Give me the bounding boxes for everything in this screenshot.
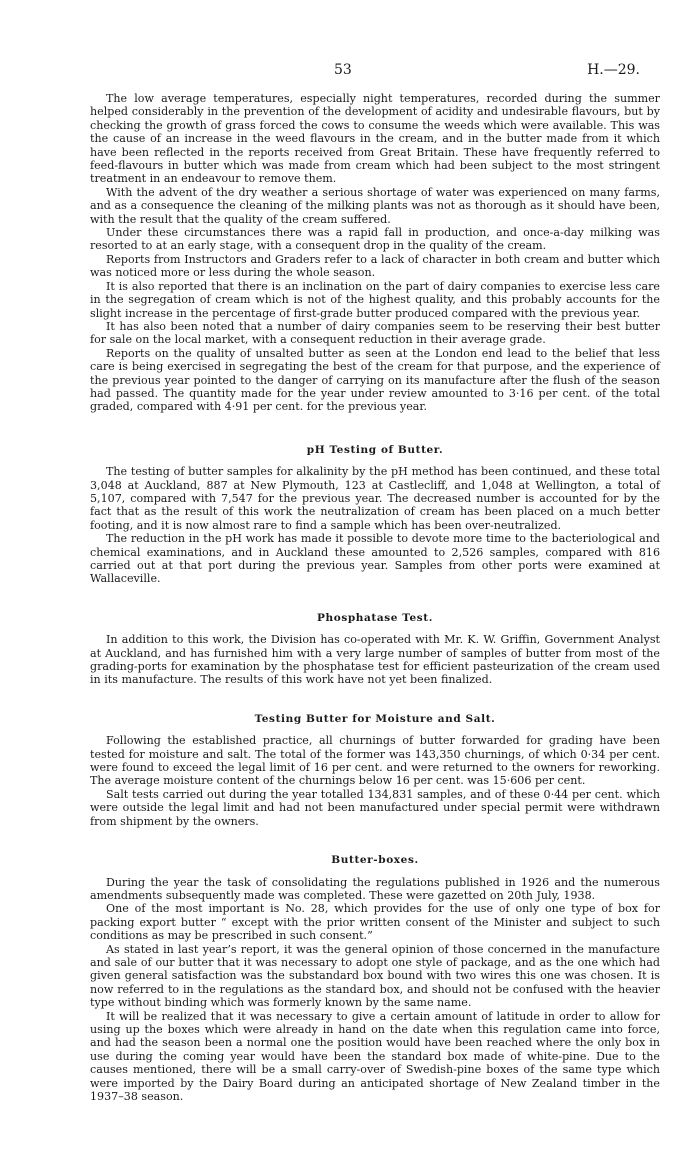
paragraph: Reports from Instructors and Graders refer to a lack of character in both cream and butter which was noticed more or less during the whole season. <box>90 252 660 280</box>
paragraph: Reports on the quality of unsalted butter as seen at the London end lead to the belief that less care is being exercised in segregating the best of the cream for that purpose, and the experience of the previous year pointed to the danger of carrying on its manufacture after the flush of the season had passed. The quantity made for the year under review amounted to 3·16 per cent. of the total graded, compared with 4·91 per cent. for the previous year. <box>90 346 660 414</box>
paragraph: Under these circumstances there was a rapid fall in production, and once-a-day milking was resorted to at an early stage, with a consequent drop in the quality of the cream. <box>90 226 660 253</box>
section-heading: Testing Butter for Moisture and Salt. <box>254 712 496 725</box>
moisture-salt-section <box>90 713 660 828</box>
paragraph: The reduction in the pH work has made it possible to devote more time to the bacteriological and chemical examinations, and in Auckland these amounted to 2,526 samples, compared with 816 carried out at that port during the previous year. Samples from other ports were examined at Wallaceville. <box>90 532 660 586</box>
paragraph: One of the most important is No. 28, which provides for the use of only one type of box for packing export butter “ except with the prior written consent of the Minister and subject to such conditions as may be prescribed in such consent.” <box>90 902 660 943</box>
ph-testing-section <box>90 444 660 586</box>
paragraph: With the advent of the dry weather a serious shortage of water was experienced on many farms, and as a consequence the cleaning of the milking plants was not as thorough as it should have been, with the result that the quality of the cream suffered. <box>90 185 660 226</box>
phosphatase-section <box>90 612 660 687</box>
paragraph: It has also been noted that a number of dairy companies seem to be reserving their best butter for sale on the local market, with a consequent reduction in their average grade. <box>90 319 660 347</box>
page-number: 53 <box>334 62 352 78</box>
section-heading: Butter-boxes. <box>331 854 419 867</box>
section-heading: Phosphatase Test. <box>316 611 434 624</box>
paragraph: The low average temperatures, especially night temperatures, recorded during the summer helped considerably in the prevention of the development of acidity and undesirable flavours, but by checking the growth of grass forced the cows to consume the weeds which were available. This was the cause of an increase in the weed flavours in the cream, and in the butter made from it which have been reflected in the reports received from Great Britain. These have frequently referred to feed-flavours in butter which was made from cream which had been subject to the most stringent treatment in an endeavour to remove them. <box>90 92 660 186</box>
paragraph: Salt tests carried out during the year totalled 134,831 samples, and of these 0·44 per cent. which were outside the legal limit and had not been manufactured under special permit were withdrawn from shipment by the owners. <box>90 787 660 828</box>
paragraph: It will be realized that it was necessary to give a certain amount of latitude in order to allow for using up the boxes which were already in hand on the date when this regulation came into force, and had the season been a normal one the position would have been reached where the only box in use during the coming year would have been the standard box made of white-pine. Due to the causes mentioned, there will be a small carry-over of Swedish-pine boxes of the same type which were imported by the Dairy Board during an anticipated shortage of New Zealand timber in the 1937–38 season. <box>90 1009 660 1103</box>
body-text <box>90 92 660 1103</box>
paragraph: It is also reported that there is an inclination on the part of dairy companies to exercise less care in the segregation of cream which is not of the highest quality, and this probably accounts for the slight increase in the percentage of first-grade butter produced compared with the previous year. <box>90 279 660 320</box>
document-reference: H.—29. <box>587 62 640 78</box>
paragraph: In addition to this work, the Division has co-operated with Mr. K. W. Griffin, Government Analyst at Auckland, and has furnished him with a very large number of samples of butter from most of the grading-ports for examination by the phosphatase test for efficient pasteurization of the cream used in its manufacture. The results of this work have not yet been finalized. <box>90 633 660 687</box>
section-heading: pH Testing of Butter. <box>306 443 444 456</box>
paragraph: As stated in last year’s report, it was the general opinion of those concerned in the manufacture and sale of our butter that it was necessary to adopt one style of package, and as the one which had given general satisfaction was the substandard box bound with two wires this one was chosen. It is now referred to in the regulations as the standard box, and should not be confused with the heavier type without binding which was formerly known by the same name. <box>90 942 660 1010</box>
paragraph: Following the established practice, all churnings of butter forwarded for grading have been tested for moisture and salt. The total of the former was 143,350 churnings, of which 0·34 per cent. were found to exceed the legal limit of 16 per cent. and were returned to the owners for reworking. The average moisture content of the churnings below 16 per cent. was 15·606 per cent. <box>90 734 660 788</box>
page-header <box>0 62 700 82</box>
intro-section <box>90 92 660 414</box>
paragraph: During the year the task of consolidating the regulations published in 1926 and the numerous amendments subsequently made was completed. These were gazetted on 20th July, 1938. <box>90 875 660 902</box>
butter-boxes-section <box>90 854 660 1103</box>
paragraph: The testing of butter samples for alkalinity by the pH method has been continued, and these total 3,048 at Auckland, 887 at New Plymouth, 123 at Castlecliff, and 1,048 at Wellington, a total of 5,107, compared with 7,547 for the previous year. The decreased number is accounted for by the fact that as the result of this work the neutralization of cream has been placed on a much better footing, and it is now almost rare to find a sample which has been over-neutralized. <box>90 465 660 532</box>
